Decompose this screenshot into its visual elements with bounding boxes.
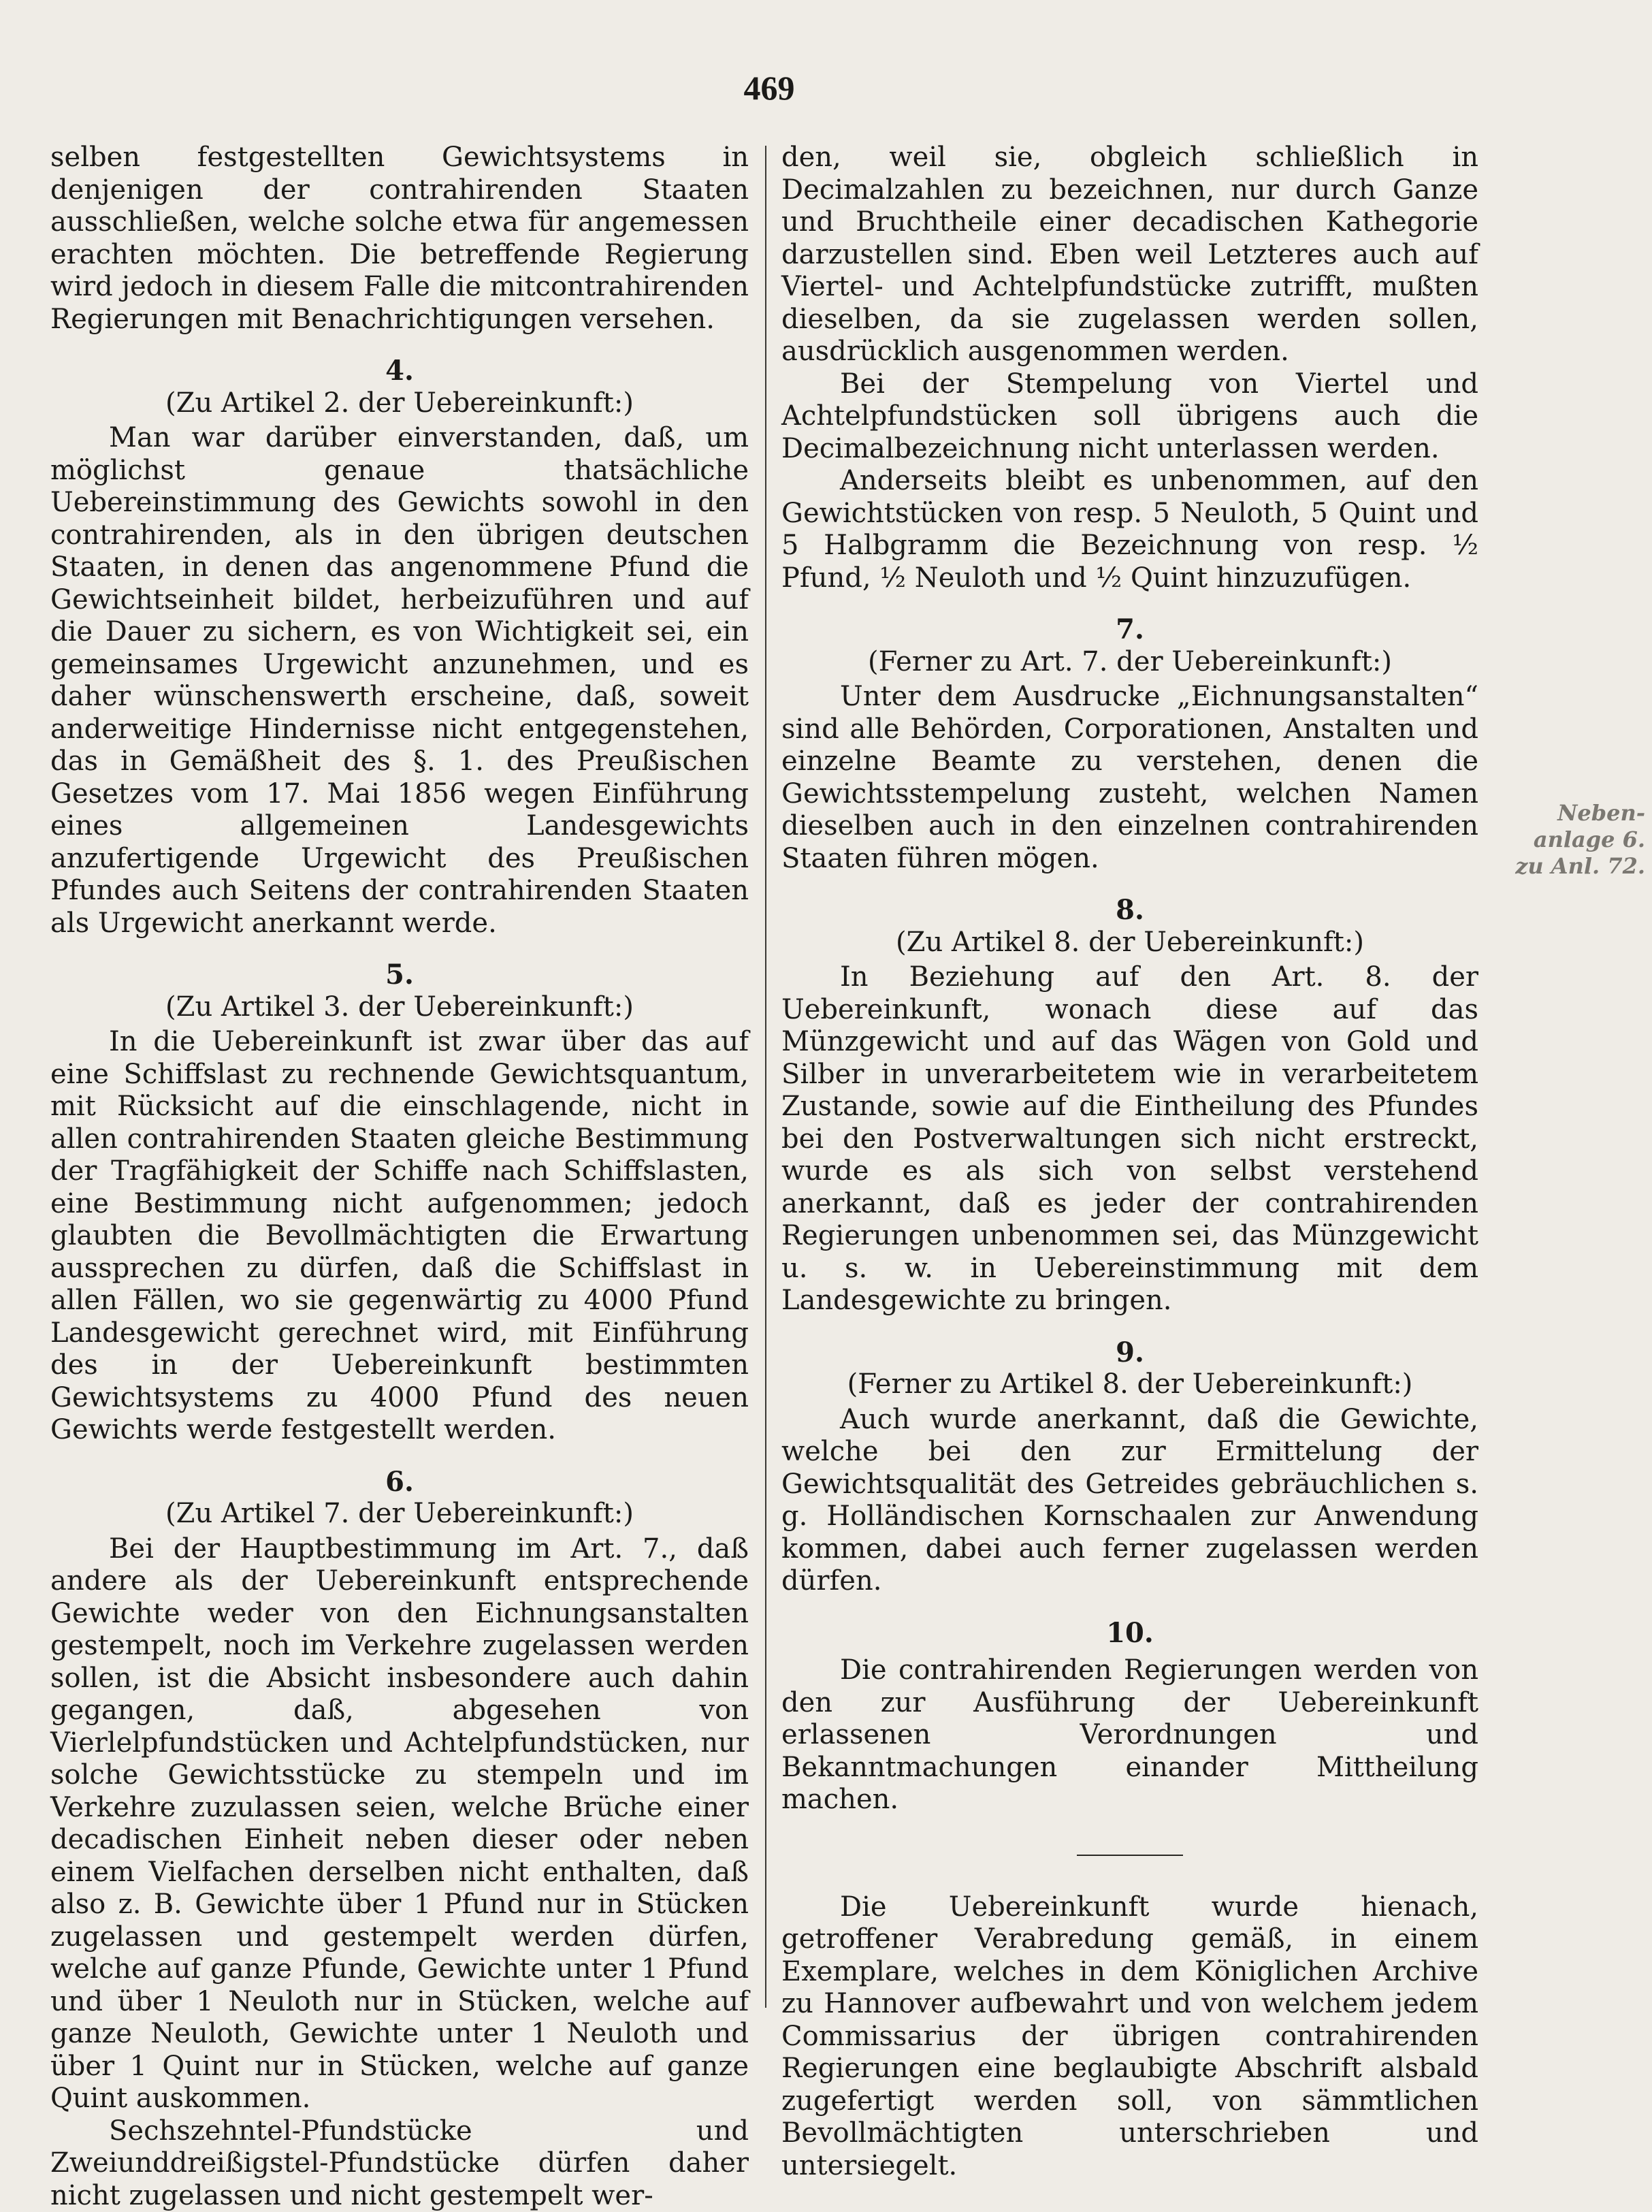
left-column — [50, 142, 749, 2212]
section-text-8: In Beziehung auf den Art. 8. der Uebereinkunft, wonach diese auf das Münzgewicht und auf das Wägen von Gold und Silber in unverarbeitetem wie in verarbeitetem Zustande, sowie auf die Eintheilung des Pfundes bei den Postverwaltungen sich nicht erstreckt, wurde es als sich von selbst verstehend anerkannt, daß es jeder der contrahirenden Regierungen unbenommen sei, das Münzgewicht u. s. w. in Uebereinstimmung mit dem Landesgewichte zu bringen. — [781, 961, 1478, 1317]
section-heading-7: (Ferner zu Art. 7. der Uebereinkunft:) — [781, 646, 1478, 679]
paragraph-bezeichnung: Anderseits bleibt es unbenommen, auf den Gewichtstücken von resp. 5 Neuloth, 5 Quint und 5 Halbgramm die Bezeichnung von resp. ½ Pfund, ½ Neuloth und ½ Quint hinzuzufügen. — [781, 465, 1478, 594]
section-text-6-continued: Sechszehntel-Pfundstücke und Zweiunddreißigstel-Pfundstücke dürfen daher nicht zugelassen und nicht gestempelt wer- — [50, 2115, 749, 2212]
section-text-7: Unter dem Ausdrucke „Eichnungsanstalten“ sind alle Behörden, Corporationen, Anstalten und einzelne Beamte zu verstehen, denen die Gewichtsstempelung zusteht, welchen Namen dieselben auch in den einzelnen contrahirenden Staaten führen mögen. — [781, 681, 1478, 875]
section-number-10: 10. — [781, 1617, 1478, 1650]
column-divider — [765, 146, 766, 2008]
section-heading-9: (Ferner zu Artikel 8. der Uebereinkunft:) — [781, 1368, 1478, 1401]
section-text-4: Man war darüber einverstanden, daß, um möglichst genaue thatsächliche Uebereinstimmung des Gewichts sowohl in den contrahirenden, als in den übrigen deutschen Staaten, in denen das angenommene Pfund die Gewichtseinheit bildet, herbeizuführen und auf die Dauer zu sichern, es von Wichtigkeit sei, ein gemeinsames Urgewicht anzunehmen, und es daher wünschenswerth erscheine, daß, soweit anderweitige Hindernisse nicht entgegenstehen, das in Gemäßheit des §. 1. des Preußischen Gesetzes vom 17. Mai 1856 wegen Einführung eines allgemeinen Landesgewichts anzufertigende Urgewicht des Preußischen Pfundes auch Seitens der contrahirenden Staaten als Urgewicht anerkannt werde. — [50, 422, 749, 940]
paragraph-stempelung: Bei der Stempelung von Viertel und Achtelpfundstücken soll übrigens auch die Decimalbezeichnung nicht unterlassen werden. — [781, 368, 1478, 466]
section-text-9: Auch wurde anerkannt, daß die Gewichte, welche bei den zur Ermittelung der Gewichtsqualität des Getreides gebräuchlichen s. g. Holländischen Kornschaalen zur Anwendung kommen, dabei auch ferner zugelassen werden dürfen. — [781, 1404, 1478, 1598]
closing-paragraph: Die Uebereinkunft wurde hienach, getroffener Verabredung gemäß, in einem Exemplare, welches in dem Königlichen Archive zu Hannover aufbewahrt und von welchem jedem Commissarius der übrigen contrahirenden Regierungen eine beglaubigte Abschrift alsbald zugefertigt werden soll, von sämmtlichen Bevollmächtigten unterschrieben und untersiegelt. — [781, 1891, 1478, 2183]
section-text-6: Bei der Hauptbestimmung im Art. 7., daß andere als der Uebereinkunft entsprechende Gewichte weder von den Eichnungsanstalten gestempelt, noch im Verkehre zugelassen werden sollen, ist die Absicht insbesondere auch dahin gegangen, daß, abgesehen von Vierlelpfundstücken und Achtelpfundstücken, nur solche Gewichtsstücke zu stempeln und im Verkehre zuzulassen seien, welche Brüche einer decadischen Einheit neben dieser oder neben einem Vielfachen derselben nicht enthalten, daß also z. B. Gewichte über 1 Pfund nur in Stücken zugelassen und gestempelt werden dürfen, welche auf ganze Pfunde, Gewichte unter 1 Pfund und über 1 Neuloth nur in Stücken, welche auf ganze Neuloth, Gewichte unter 1 Neuloth und über 1 Quint nur in Stücken, welche auf ganze Quint auskommen. — [50, 1533, 749, 2115]
section-number-6: 6. — [50, 1466, 749, 1498]
section-number-7: 7. — [781, 613, 1478, 646]
section-heading-5: (Zu Artikel 3. der Uebereinkunft:) — [50, 991, 749, 1024]
section-heading-6: (Zu Artikel 7. der Uebereinkunft:) — [50, 1498, 749, 1530]
section-number-5: 5. — [50, 959, 749, 991]
section-number-9: 9. — [781, 1336, 1478, 1369]
section-heading-4: (Zu Artikel 2. der Uebereinkunft:) — [50, 387, 749, 420]
section-heading-8: (Zu Artikel 8. der Uebereinkunft:) — [781, 927, 1478, 959]
paragraph-continuation: selben festgestellten Gewichtsystems in denjenigen der contrahirenden Staaten ausschließen, welche solche etwa für angemessen erachten möchten. Die betreffende Regierung wird jedoch in diesem Falle die mitcontrahirenden Regierungen mit Benachrichtigungen versehen. — [50, 142, 749, 336]
section-text-10: Die contrahirenden Regierungen werden von den zur Ausführung der Uebereinkunft erlassenen Verordnungen und Bekanntmachungen einander Mittheilung machen. — [781, 1654, 1478, 1816]
section-number-4: 4. — [50, 355, 749, 387]
paragraph-continuation: den, weil sie, obgleich schließlich in Decimalzahlen zu bezeichnen, nur durch Ganze und Bruchtheile einer decadischen Kathegorie darzustellen sind. Eben weil Letzteres auch auf Viertel- und Achtelpfundstücke zutrifft, mußten dieselben, da sie zugelassen werden sollen, ausdrücklich ausgenommen werden. — [781, 142, 1478, 368]
right-column — [781, 142, 1478, 2182]
section-number-8: 8. — [781, 894, 1478, 927]
closing-divider — [1077, 1855, 1183, 1856]
section-text-5: In die Uebereinkunft ist zwar über das auf eine Schiffslast zu rechnende Gewichtsquantum, mit Rücksicht auf die einschlagende, nicht in allen contrahirenden Staaten gleiche Bestimmung der Tragfähigkeit der Schiffe nach Schiffslasten, eine Bestimmung nicht aufgenommen; jedoch glaubten die Bevollmächtigten die Erwartung aussprechen zu dürfen, daß die Schiffslast in allen Fällen, wo sie gegenwärtig zu 4000 Pfund Landesgewicht gerechnet wird, mit Einführung des in der Uebereinkunft bestimmten Gewichtsystems zu 4000 Pfund des neuen Gewichts werde festgestellt werden. — [50, 1026, 749, 1447]
margin-note: Neben-anlage 6. zu Anl. 72. — [1512, 800, 1645, 880]
page-number: 469 — [728, 68, 810, 108]
